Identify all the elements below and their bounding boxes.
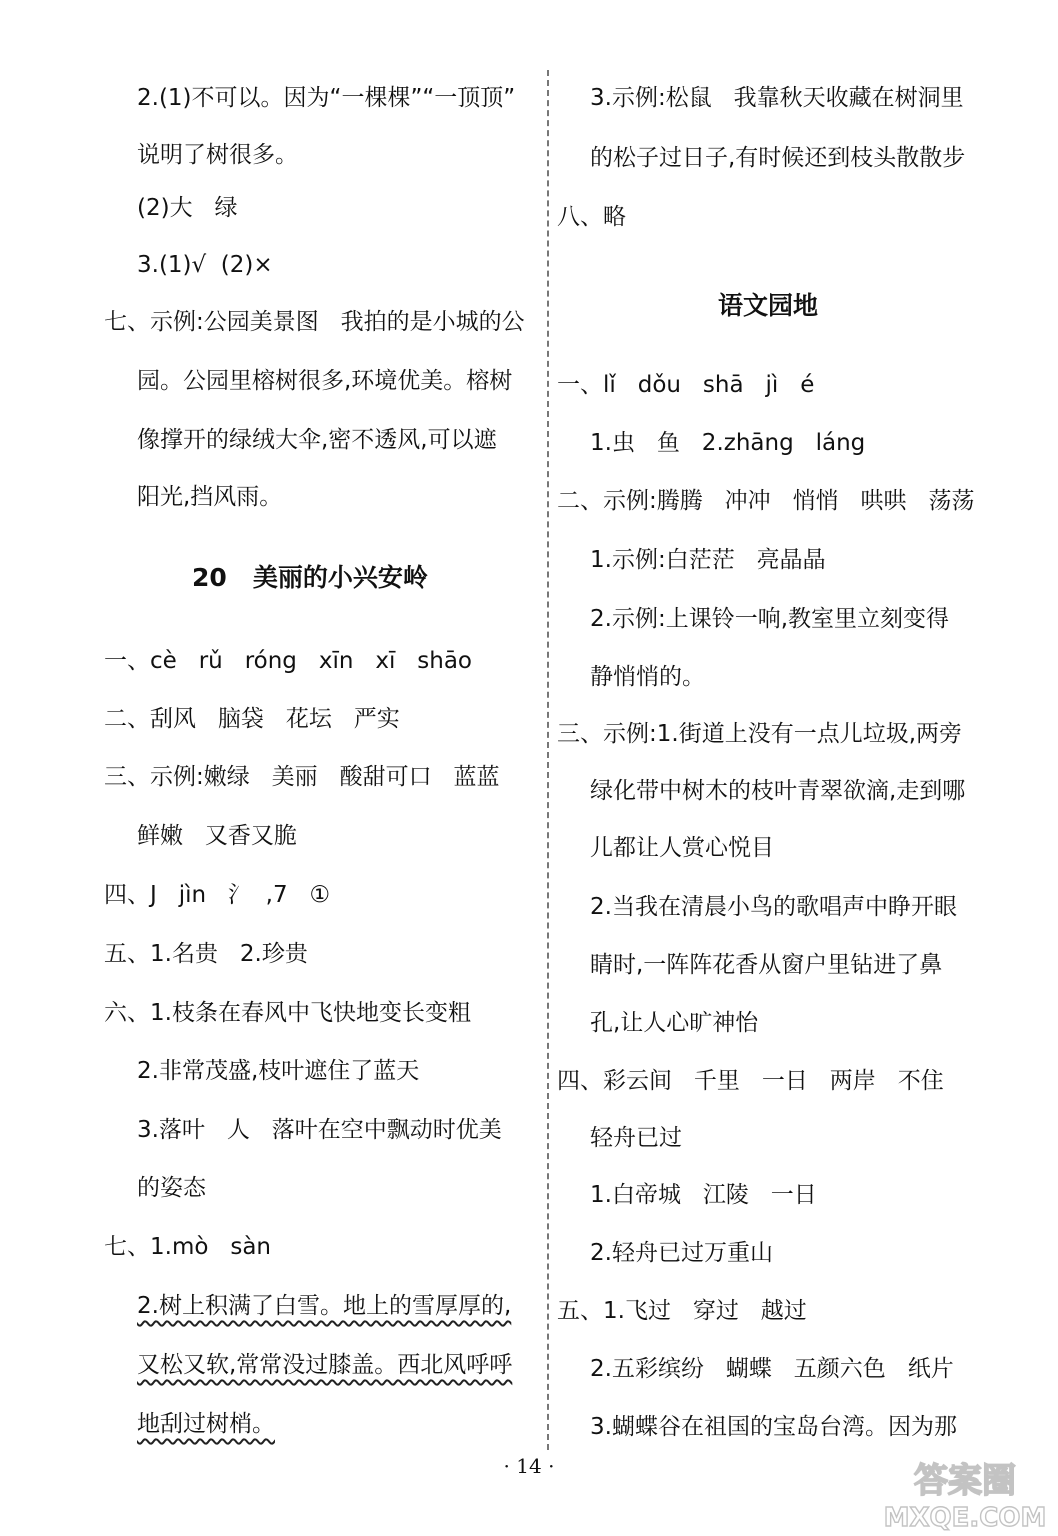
answer-line: 2.当我在清晨小鸟的歌唱声中睁开眼 bbox=[590, 894, 957, 920]
answer-line: 阳光,挡风雨。 bbox=[137, 484, 283, 510]
answer-line: 一、cè rǔ róng xīn xī shāo bbox=[104, 648, 472, 674]
answer-line: 儿都让人赏心悦目 bbox=[590, 835, 774, 861]
answer-line: 五、1.飞过 穿过 越过 bbox=[557, 1298, 807, 1324]
section-heading: 语文园地 bbox=[718, 291, 819, 320]
answer-line: 3.(1)√ (2)× bbox=[137, 252, 273, 278]
answer-line: 睛时,一阵阵花香从窗户里钻进了鼻 bbox=[590, 952, 943, 978]
answer-line: 1.白帝城 江陵 一日 bbox=[590, 1182, 817, 1208]
answer-line: 像撑开的绿绒大伞,密不透风,可以遮 bbox=[137, 427, 497, 453]
answer-line: 的姿态 bbox=[137, 1175, 206, 1201]
answer-line: 2.(1)不可以。因为“一棵棵”“一顶顶” bbox=[137, 85, 516, 111]
answer-line: 2.非常茂盛,枝叶遮住了蓝天 bbox=[137, 1058, 420, 1084]
answer-line: 四、J jìn 氵 ,7 ① bbox=[104, 882, 331, 908]
answer-line: 二、刮风 脑袋 花坛 严实 bbox=[104, 706, 400, 732]
watermark-logo bbox=[880, 1452, 1050, 1532]
answer-line: 一、lǐ dǒu shā jì é bbox=[557, 372, 815, 398]
watermark-bottom-text: MXQE.COM bbox=[883, 1503, 1047, 1532]
section-heading: 20 美丽的小兴安岭 bbox=[192, 563, 428, 592]
answer-line: 二、示例:腾腾 冲冲 悄悄 哄哄 荡荡 bbox=[557, 488, 975, 514]
answer-line: 四、彩云间 千里 一日 两岸 不住 bbox=[557, 1068, 944, 1094]
answer-line: 园。公园里榕树很多,环境优美。榕树 bbox=[137, 368, 513, 394]
column-divider bbox=[547, 70, 549, 1450]
answer-line: 三、示例:嫩绿 美丽 酸甜可口 蓝蓝 bbox=[104, 764, 500, 790]
answer-line: 静悄悄的。 bbox=[590, 664, 705, 690]
answer-line: 的松子过日子,有时候还到枝头散散步 bbox=[590, 145, 966, 171]
answer-line: 2.轻舟已过万重山 bbox=[590, 1240, 773, 1266]
answer-line: 2.五彩缤纷 蝴蝶 五颜六色 纸片 bbox=[590, 1356, 954, 1382]
answer-line: 三、示例:1.街道上没有一点儿垃圾,两旁 bbox=[557, 721, 963, 747]
answer-line: 七、1.mò sàn bbox=[104, 1234, 272, 1260]
page-number: · 14 · bbox=[503, 1454, 555, 1478]
answer-line: 2.示例:上课铃一响,教室里立刻变得 bbox=[590, 606, 950, 632]
answer-line: 轻舟已过 bbox=[590, 1125, 682, 1151]
answer-line: 孔,让人心旷神怡 bbox=[590, 1010, 759, 1036]
answer-line: 六、1.枝条在春风中飞快地变长变粗 bbox=[104, 1000, 471, 1026]
answer-line: 七、示例:公园美景图 我拍的是小城的公 bbox=[104, 309, 525, 335]
answer-line: 鲜嫩 又香又脆 bbox=[137, 823, 297, 849]
underlined-answer-line: 2.树上积满了白雪。地上的雪厚厚的, bbox=[137, 1293, 512, 1319]
answer-line: 1.示例:白茫茫 亮晶晶 bbox=[590, 547, 826, 573]
answer-line: 五、1.名贵 2.珍贵 bbox=[104, 941, 308, 967]
answer-line: 3.落叶 人 落叶在空中飘动时优美 bbox=[137, 1117, 502, 1143]
answer-line: 绿化带中树木的枝叶青翠欲滴,走到哪 bbox=[590, 778, 966, 804]
answer-line: 3.蝴蝶谷在祖国的宝岛台湾。因为那 bbox=[590, 1414, 957, 1440]
answer-line: 八、略 bbox=[557, 204, 626, 230]
underlined-answer-line: 又松又软,常常没过膝盖。西北风呼呼 bbox=[137, 1352, 513, 1378]
answer-line: 说明了树很多。 bbox=[137, 142, 298, 168]
answer-line: 1.虫 鱼 2.zhāng láng bbox=[590, 430, 866, 456]
answer-line: 3.示例:松鼠 我靠秋天收藏在树洞里 bbox=[590, 85, 964, 111]
answer-line: (2)大 绿 bbox=[137, 195, 238, 221]
underlined-answer-line: 地刮过树梢。 bbox=[137, 1411, 275, 1437]
watermark-top-text: 答案圈 bbox=[914, 1461, 1016, 1501]
